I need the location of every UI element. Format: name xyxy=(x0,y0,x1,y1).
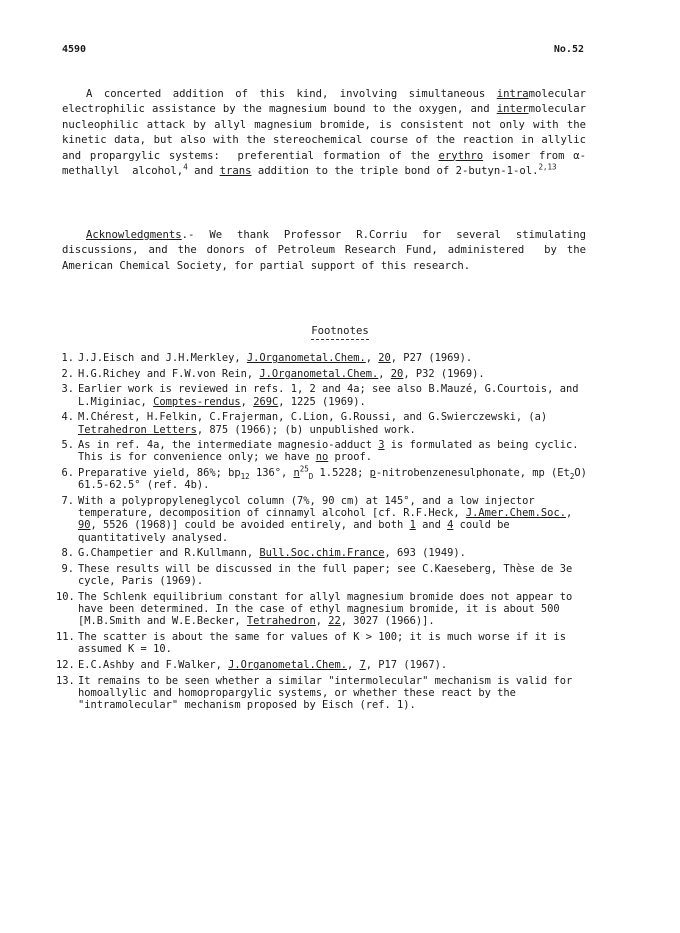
superscript: 25 xyxy=(299,464,309,474)
text-run: and xyxy=(187,165,220,178)
text-run: M.Chérest, H.Felkin, C.Frajerman, C.Lion, G.Roussi, and G.Swierczewski, (a) xyxy=(78,411,548,424)
footnote-item xyxy=(56,464,596,492)
footnote-number: 2. xyxy=(61,367,74,380)
underlined-term: no xyxy=(315,451,329,464)
text-run: addition to the triple bond of 2-butyn-1-ol. xyxy=(251,165,539,178)
text-run: proof. xyxy=(328,451,373,464)
underlined-term: 22 xyxy=(328,615,341,628)
footnote-number: 3. xyxy=(61,383,74,396)
text-run: , 693 (1949). xyxy=(384,547,466,560)
footnote-number: 9. xyxy=(61,563,74,576)
text-run: 136°, xyxy=(249,467,294,480)
text-run: , 1225 (1969). xyxy=(278,395,366,408)
footnote-number: 1. xyxy=(61,352,74,364)
underlined-term: 20 xyxy=(378,352,391,364)
text-run: -nitrobenzenesulphonate, mp (Et xyxy=(375,467,570,480)
underlined-term: 20 xyxy=(390,367,404,380)
acknowledgments-heading: Acknowledgments xyxy=(86,229,182,241)
footnote-number: 13. xyxy=(56,674,75,687)
text-run: These results will be discussed in the full paper; see C.Kaeseberg, Thèse de 3e cycle, Paris (1969). xyxy=(78,563,573,588)
footnote-number: 10. xyxy=(56,590,75,603)
underlined-term: 1 xyxy=(409,519,416,532)
footnote-item xyxy=(56,547,596,559)
underlined-term: 3 xyxy=(378,439,385,452)
text-run: , xyxy=(565,507,573,520)
footnote-number: 8. xyxy=(61,547,74,560)
underlined-term: Bull.Soc.chim.France xyxy=(259,547,385,560)
text-run: molecular nucleophilic attack by allyl magnesium bromide, is consistent not only with the kinetic data, but also with the stereochemical course of the reaction in allylic and propargylic systems: preferential formation of the xyxy=(62,103,593,162)
text-run: G.Champetier and R.Kullmann, xyxy=(78,547,260,560)
footnote-number: 12. xyxy=(56,658,75,671)
body-paragraph xyxy=(62,87,593,179)
underlined-term: Tetrahedron Letters xyxy=(78,423,197,436)
text-run: O) 61.5-62.5° (ref. 4b). xyxy=(78,467,587,492)
footnote-item xyxy=(56,659,596,671)
underlined-term: Comptes-rendus xyxy=(153,395,241,408)
footnote-number: 7. xyxy=(61,495,74,508)
footnote-list xyxy=(56,352,596,715)
underlined-term: 90 xyxy=(78,519,91,532)
text-run: J.J.Eisch and J.H.Merkley, xyxy=(78,352,247,364)
text-run: , xyxy=(365,352,379,364)
underlined-term: intra xyxy=(496,88,529,100)
footnote-item xyxy=(56,368,596,380)
text-run: E.C.Ashby and F.Walker, xyxy=(78,658,229,671)
footnotes-title xyxy=(0,325,680,337)
text-run: , P32 (1969). xyxy=(403,367,485,380)
footnote-item xyxy=(56,675,596,712)
text-run: As in ref. 4a, the intermediate magnesio-adduct xyxy=(78,439,379,452)
footnote-number: 4. xyxy=(61,411,74,424)
underlined-term: erythro xyxy=(438,149,484,162)
footnote-item xyxy=(56,563,596,587)
footnote-item xyxy=(56,591,596,628)
reference-superscript: 4 xyxy=(183,162,188,172)
text-run: , xyxy=(378,367,391,380)
underlined-term: 7 xyxy=(359,658,366,671)
footnote-number: 5. xyxy=(61,439,74,452)
footnotes-title-text: Footnotes xyxy=(311,325,368,340)
footnote-item xyxy=(56,631,596,655)
underlined-term: n xyxy=(293,467,300,480)
text-run: , 875 (1966); (b) unpublished work. xyxy=(196,423,416,436)
text-run: is formulated as being cyclic. This is for convenience only; we have xyxy=(78,439,579,464)
underlined-term: trans xyxy=(219,165,252,178)
underlined-term: 4 xyxy=(447,519,454,532)
text-run: A concerted addition of this kind, involving simultaneous xyxy=(86,88,497,100)
text-run: molecular electrophilic assistance by the magnesium bound to the oxygen, and xyxy=(62,88,593,116)
text-run: H.G.Richey and F.W.von Rein, xyxy=(78,367,260,380)
text-run: , P27 (1969). xyxy=(390,352,473,364)
subscript: D xyxy=(308,472,314,482)
text-run: , P17 (1967). xyxy=(365,658,448,671)
underlined-term: J.Organometal.Chem. xyxy=(228,658,347,671)
footnote-number: 11. xyxy=(56,631,75,644)
text-run: , 3027 (1966)]. xyxy=(340,615,435,628)
text-run: .- We thank Professor R.Corriu for several stimulating discussions, and the donors of Petroleum Research Fund, administered by the American Chemical Society, for partial support of this research. xyxy=(62,229,593,272)
reference-superscript: 2,13 xyxy=(538,162,557,172)
text-run: With a polypropyleneglycol column (7%, 90 cm) at 145°, and a low injector temperature, decomposition of cinnamyl alcohol [cf. R.F.Heck, xyxy=(78,495,535,520)
issue-number: No.52 xyxy=(553,44,584,55)
footnote-item xyxy=(56,352,596,364)
text-run: and xyxy=(415,519,448,532)
text-run: , xyxy=(315,615,329,628)
underlined-term: J.Organometal.Chem. xyxy=(259,367,379,380)
text-run: , 5526 (1968)] could be avoided entirely, and both xyxy=(90,519,410,532)
subscript: 2 xyxy=(569,472,575,482)
text-run: Earlier work is reviewed in refs. 1, 2 and 4a; see also B.Mauzé, G.Courtois, and L.Miginiac, xyxy=(78,383,579,408)
text-run: could be quantitatively analysed. xyxy=(78,519,510,544)
underlined-term: 269C xyxy=(253,395,279,408)
text-run: , xyxy=(240,395,254,408)
underlined-term: p xyxy=(369,467,376,480)
text-run: , xyxy=(347,658,360,671)
footnote-item xyxy=(56,439,596,463)
text-run: The Schlenk equilibrium constant for allyl magnesium bromide does not appear to have been determined. In the case of ethyl magnesium bromide, it is about 500 [M.B.Smith and W.E.Becker, xyxy=(78,590,573,628)
underlined-term: J.Amer.Chem.Soc. xyxy=(465,507,566,520)
underlined-term: J.Organometal.Chem. xyxy=(246,352,366,364)
page-number: 4590 xyxy=(62,44,87,55)
underlined-term: inter xyxy=(496,103,529,116)
footnote-number: 6. xyxy=(61,467,74,480)
subscript: 12 xyxy=(240,472,250,482)
footnote-item xyxy=(56,411,596,435)
text-run: Preparative yield, 86%; bp xyxy=(78,467,241,480)
text-run: 1.5228; xyxy=(313,467,370,480)
text-run: isomer from α-methallyl alcohol, xyxy=(62,149,587,178)
text-run: It remains to be seen whether a similar "intermolecular" mechanism is valid for homoallylic and homopropargylic systems, or whether these react by the "intramolecular" mechanism proposed by Eisch (ref. 1). xyxy=(78,674,573,712)
text-run: The scatter is about the same for values of K > 100; it is much worse if it is assumed K = 10. xyxy=(78,631,566,656)
acknowledgments-paragraph xyxy=(62,228,593,274)
footnote-item xyxy=(56,383,596,407)
underlined-term: Tetrahedron xyxy=(246,615,316,628)
footnote-item xyxy=(56,495,596,544)
